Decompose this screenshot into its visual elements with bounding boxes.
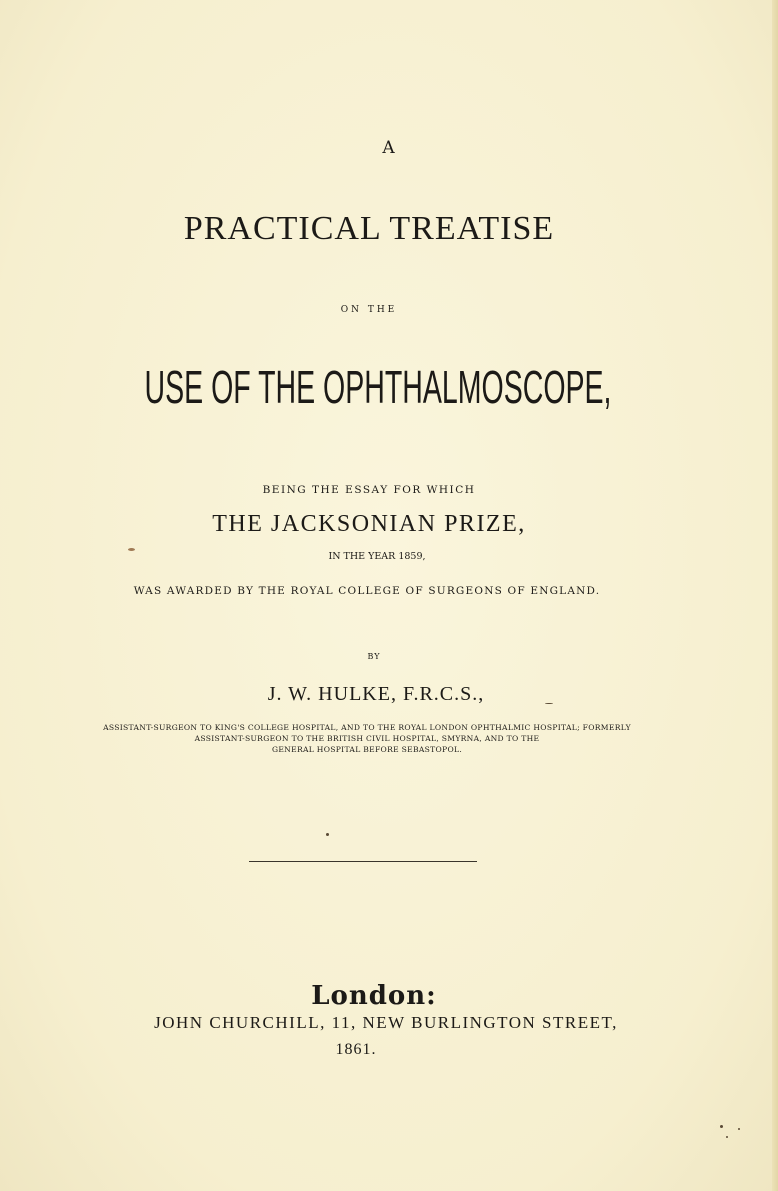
credentials-line-2: ASSISTANT-SURGEON TO THE BRITISH CIVIL HOSPITAL, SMYRNA, AND TO THE xyxy=(194,734,540,743)
paper-speck xyxy=(720,1125,723,1128)
title-line-1: PRACTICAL TREATISE xyxy=(183,210,555,247)
imprint-publisher: JOHN CHURCHILL, 11, NEW BURLINGTON STREET, xyxy=(154,1013,618,1032)
paper-speck xyxy=(545,703,553,704)
credentials-line-3: GENERAL HOSPITAL BEFORE SEBASTOPOL. xyxy=(271,745,463,754)
title-line-2: USE OF THE OPHTHALMOSCOPE, xyxy=(144,361,612,413)
paper-speck xyxy=(326,833,329,836)
paper-speck xyxy=(128,548,135,551)
year-line: IN THE YEAR 1859, xyxy=(328,551,426,562)
title-article: A xyxy=(382,138,396,158)
credentials-line-1: ASSISTANT-SURGEON TO KING'S COLLEGE HOSPITAL, AND TO THE ROYAL LONDON OPHTHALMIC HOSPITAL; FORMERLY xyxy=(103,723,631,732)
awarded-line: WAS AWARDED BY THE ROYAL COLLEGE OF SURGEONS OF ENGLAND. xyxy=(133,585,601,597)
divider-rule xyxy=(249,861,477,862)
prize-line: THE JACKSONIAN PRIZE, xyxy=(212,511,526,537)
title-connector: ON THE xyxy=(340,305,398,315)
author-name: J. W. HULKE, F.R.C.S., xyxy=(267,683,485,705)
author-credentials xyxy=(0,722,756,755)
being-line: BEING THE ESSAY FOR WHICH xyxy=(262,484,476,496)
imprint-city: London: xyxy=(311,981,437,1011)
paper-speck xyxy=(726,1136,728,1138)
paper-speck xyxy=(738,1128,740,1130)
by-line: BY xyxy=(367,652,381,661)
imprint-year: 1861. xyxy=(335,1041,377,1058)
